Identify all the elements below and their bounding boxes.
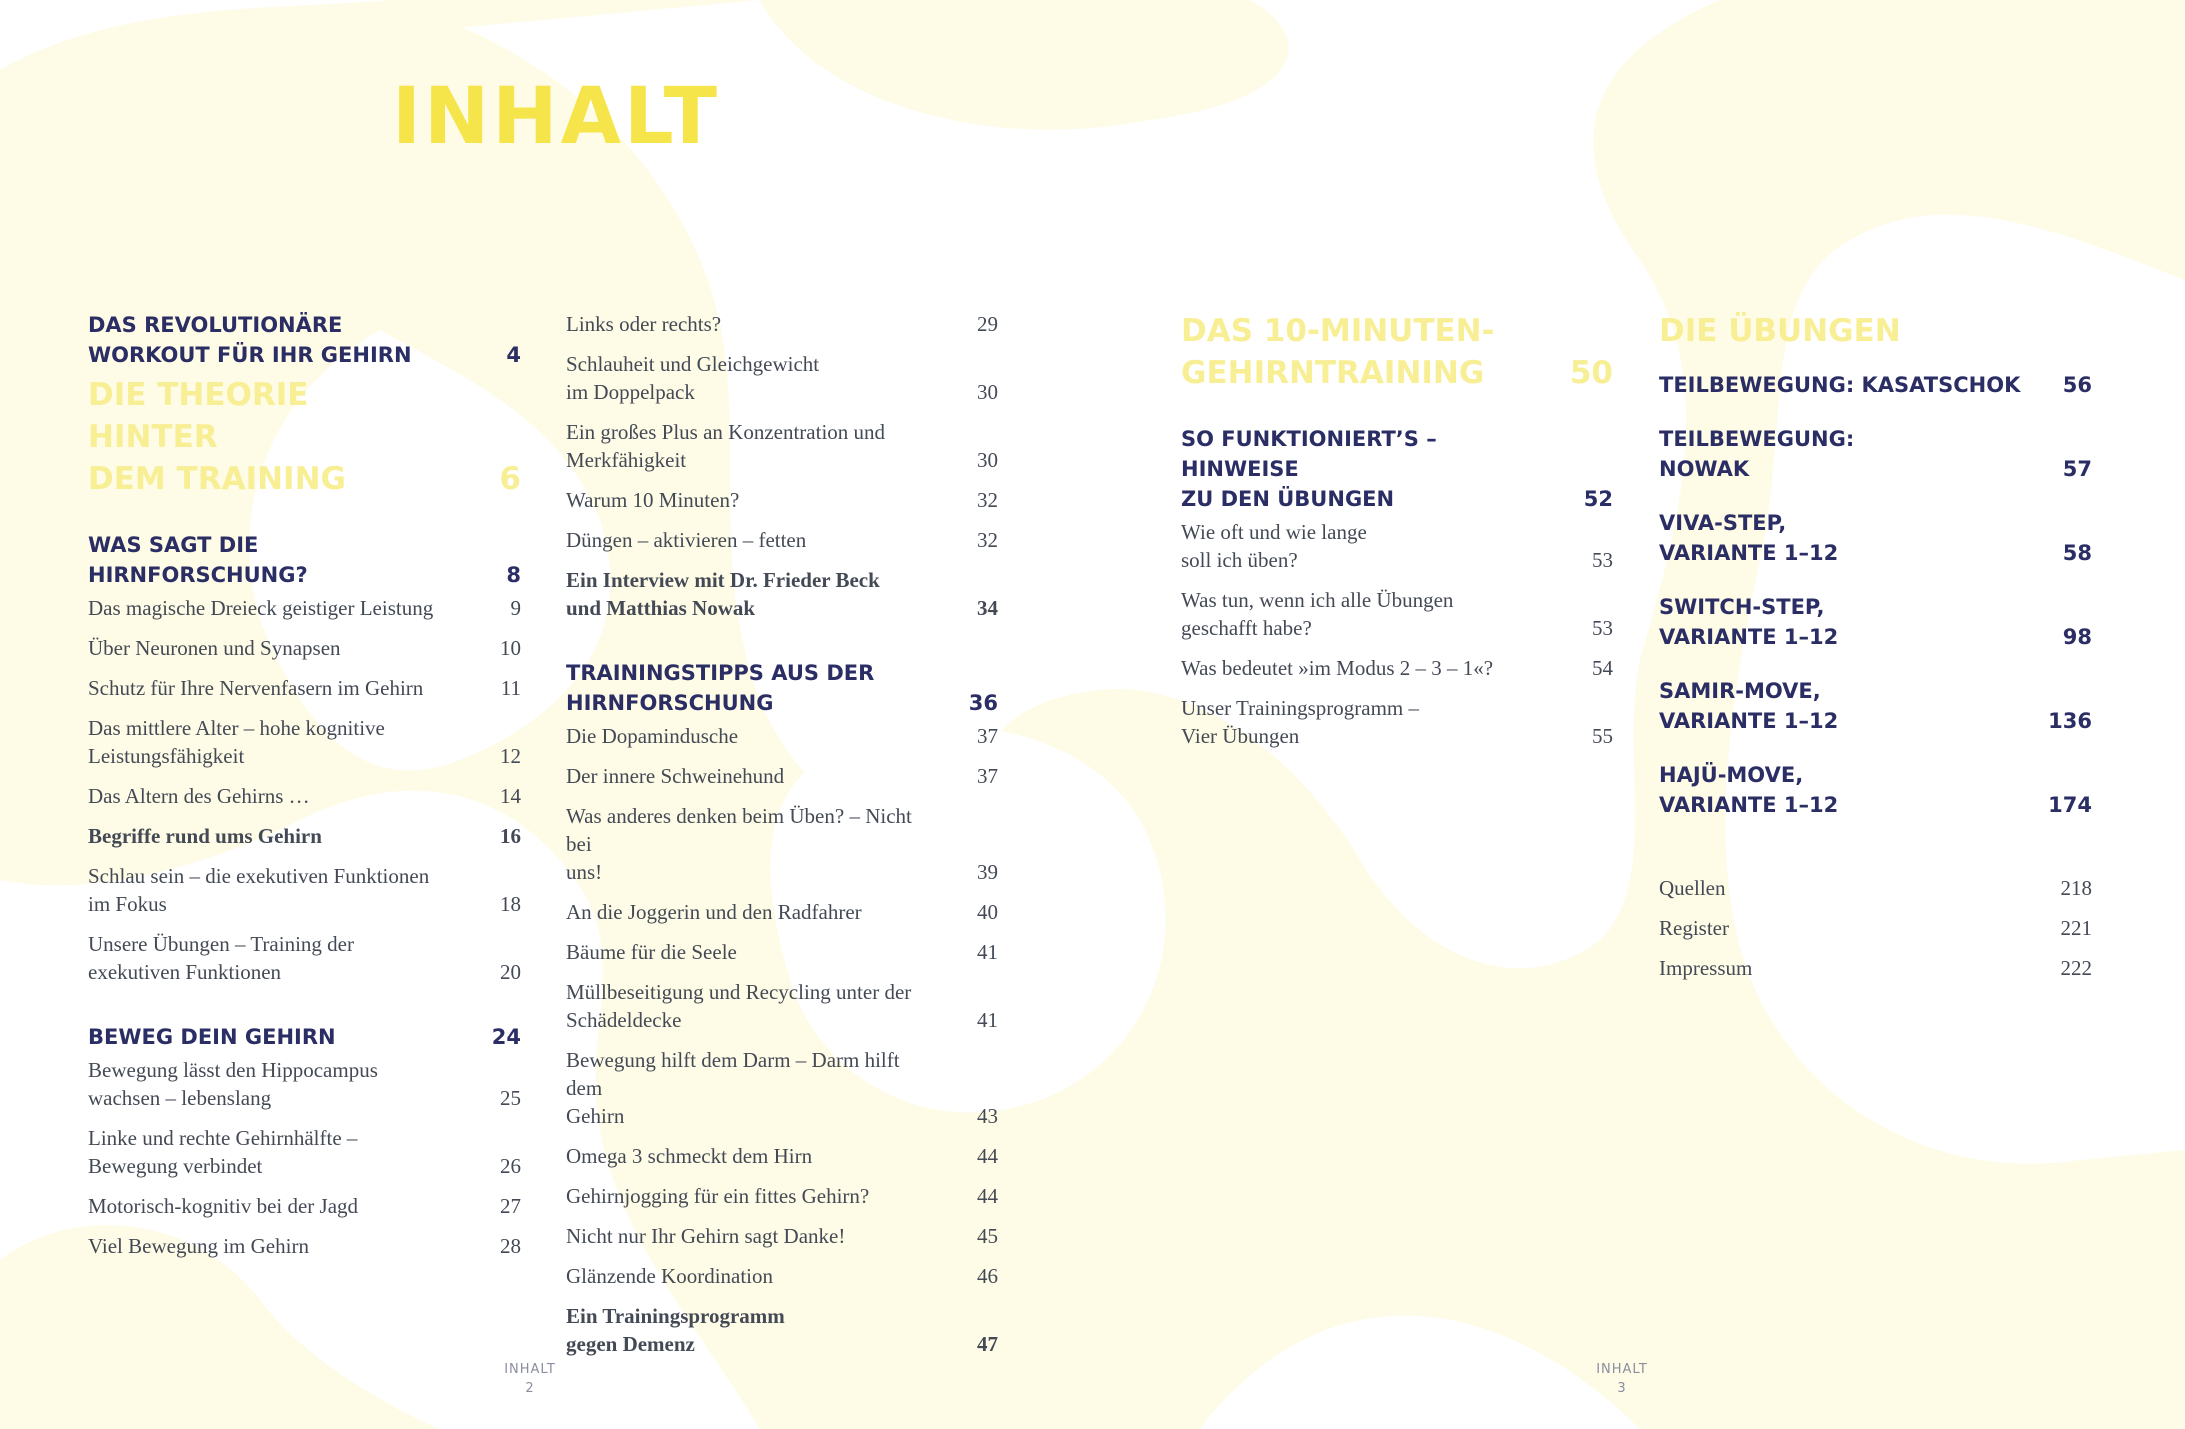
toc-section-heading[interactable] xyxy=(88,1022,521,1052)
toc-entry-title: SWITCH-STEP, VARIANTE 1–12 xyxy=(1659,595,1839,649)
toc-page-number: 6 xyxy=(499,461,521,497)
toc-entry-title: Impressum xyxy=(1659,956,1753,980)
toc-entry[interactable] xyxy=(1659,874,2092,902)
toc-entry-title: Motorisch-kognitiv bei der Jagd xyxy=(88,1194,359,1218)
footer-label: INHALT xyxy=(1596,1362,1648,1377)
toc-column-2 xyxy=(566,310,998,1370)
toc-entry-title: BEWEG DEIN GEHIRN xyxy=(88,1025,336,1049)
toc-page-number: 28 xyxy=(500,1234,521,1258)
toc-page-number: 32 xyxy=(977,528,998,552)
toc-page-number: 39 xyxy=(977,860,998,884)
toc-entry[interactable] xyxy=(88,1056,521,1112)
toc-entry[interactable] xyxy=(88,822,521,850)
toc-page-number: 36 xyxy=(968,691,998,715)
toc-entry-title: Schlau sein – die exekutiven Funktionen im Fokus xyxy=(88,864,430,916)
toc-entry-title: Ein großes Plus an Konzentration und Merkfähigkeit xyxy=(566,420,886,472)
toc-page-number: 54 xyxy=(1592,656,1613,680)
toc-entry[interactable] xyxy=(1181,518,1613,574)
toc-entry-title: Unsere Übungen – Training der exekutiven Funktionen xyxy=(88,932,354,984)
toc-entry[interactable] xyxy=(566,566,998,622)
toc-entry-title: Wie oft und wie lange soll ich üben? xyxy=(1181,520,1367,572)
toc-column-1 xyxy=(88,310,521,1272)
footer-right xyxy=(1592,1360,1652,1398)
toc-column-4 xyxy=(1659,310,2092,994)
toc-section-heading[interactable] xyxy=(1659,760,2092,820)
toc-entry[interactable] xyxy=(88,634,521,662)
footer-label: INHALT xyxy=(504,1362,556,1377)
toc-entry-title: DIE ÜBUNGEN xyxy=(1659,313,1901,349)
toc-entry-title: Viel Bewegung im Gehirn xyxy=(88,1234,309,1258)
toc-page-number: 26 xyxy=(500,1154,521,1178)
toc-page-number: 18 xyxy=(500,892,521,916)
toc-page-number: 43 xyxy=(977,1104,998,1128)
toc-entry[interactable] xyxy=(566,1182,998,1210)
toc-entry[interactable] xyxy=(566,350,998,406)
toc-page-number: 44 xyxy=(977,1144,998,1168)
toc-section-heading[interactable] xyxy=(566,658,998,718)
footer-page-number: 3 xyxy=(1617,1381,1627,1396)
toc-entry-title: Schutz für Ihre Nervenfasern im Gehirn xyxy=(88,676,424,700)
toc-entry-title: Omega 3 schmeckt dem Hirn xyxy=(566,1144,813,1168)
toc-entry-title: Linke und rechte Gehirnhälfte – Bewegung verbindet xyxy=(88,1126,358,1178)
toc-entry[interactable] xyxy=(566,1046,998,1130)
toc-entry[interactable] xyxy=(1181,654,1613,682)
toc-page-number: 222 xyxy=(2060,956,2092,980)
toc-entry-title: Was tun, wenn ich alle Übungen geschafft habe? xyxy=(1181,588,1454,640)
footer-page-number: 2 xyxy=(525,1381,535,1396)
toc-page-number: 32 xyxy=(977,488,998,512)
toc-page-number: 40 xyxy=(977,900,998,924)
toc-page-number: 57 xyxy=(2062,457,2092,481)
toc-entry-title: Quellen xyxy=(1659,876,1726,900)
toc-entry[interactable] xyxy=(1181,586,1613,642)
toc-entry-title: Ein Interview mit Dr. Frieder Beck und Matthias Nowak xyxy=(566,568,880,620)
toc-column-3 xyxy=(1181,310,1613,762)
toc-entry[interactable] xyxy=(88,1192,521,1220)
toc-section-heading[interactable] xyxy=(1659,592,2092,652)
toc-page-number: 56 xyxy=(2062,373,2092,397)
toc-page-number: 37 xyxy=(977,764,998,788)
toc-entry-title: Unser Trainingsprogramm – Vier Übungen xyxy=(1181,696,1419,748)
toc-section-heading[interactable] xyxy=(1181,424,1613,514)
toc-entry-title: Gehirnjogging für ein fittes Gehirn? xyxy=(566,1184,870,1208)
toc-entry-title: Das magische Dreieck geistiger Leistung xyxy=(88,596,434,620)
toc-page-number: 55 xyxy=(1592,724,1613,748)
toc-page-number: 44 xyxy=(977,1184,998,1208)
toc-entry[interactable] xyxy=(1181,694,1613,750)
toc-page-number: 34 xyxy=(977,596,998,620)
toc-entry[interactable] xyxy=(566,898,998,926)
toc-entry-title: Bewegung lässt den Hippocampus wachsen – lebenslang xyxy=(88,1058,378,1110)
toc-entry[interactable] xyxy=(566,486,998,514)
toc-entry-title: Bäume für die Seele xyxy=(566,940,737,964)
toc-page-number: 41 xyxy=(977,940,998,964)
toc-entry-title: An die Joggerin und den Radfahrer xyxy=(566,900,862,924)
toc-page-number: 52 xyxy=(1583,487,1613,511)
toc-entry-title: SO FUNKTIONIERT’S – HINWEISE ZU DEN ÜBUNGEN xyxy=(1181,427,1437,511)
toc-entry[interactable] xyxy=(566,1142,998,1170)
toc-page-number: 218 xyxy=(2060,876,2092,900)
toc-entry[interactable] xyxy=(88,1232,521,1260)
toc-entry-title: Düngen – aktivieren – fetten xyxy=(566,528,807,552)
toc-entry-title: Das mittlere Alter – hohe kognitive Leistungsfähigkeit xyxy=(88,716,385,768)
toc-entry[interactable] xyxy=(566,1222,998,1250)
toc-entry[interactable] xyxy=(88,930,521,986)
toc-entry-title: HAJÜ-MOVE, VARIANTE 1–12 xyxy=(1659,763,1839,817)
toc-page-number: 9 xyxy=(510,596,521,620)
toc-page-number: 58 xyxy=(2062,541,2092,565)
toc-entry[interactable] xyxy=(88,782,521,810)
toc-page-number: 46 xyxy=(977,1264,998,1288)
spacer xyxy=(1659,844,2092,874)
toc-entry-title: Warum 10 Minuten? xyxy=(566,488,740,512)
toc-entry[interactable] xyxy=(566,802,998,886)
toc-page-number: 136 xyxy=(2048,709,2092,733)
toc-page-number: 53 xyxy=(1592,548,1613,572)
toc-entry[interactable] xyxy=(566,938,998,966)
toc-section-heading[interactable] xyxy=(1659,310,2092,352)
toc-entry-title: Der innere Schweinehund xyxy=(566,764,785,788)
toc-page-number: 12 xyxy=(500,744,521,768)
toc-entry-title: Glänzende Koordination xyxy=(566,1264,774,1288)
page-title: INHALT xyxy=(392,72,720,162)
toc-page-number: 41 xyxy=(977,1008,998,1032)
toc-entry-title: DAS REVOLUTIONÄRE WORKOUT FÜR IHR GEHIRN xyxy=(88,313,412,367)
footer-left xyxy=(500,1360,560,1398)
toc-page-number: 8 xyxy=(506,563,521,587)
toc-page-number: 53 xyxy=(1592,616,1613,640)
toc-entry[interactable] xyxy=(566,978,998,1034)
toc-entry[interactable] xyxy=(566,526,998,554)
toc-page-number: 11 xyxy=(500,676,521,700)
toc-entry-title: Das Altern des Gehirns … xyxy=(88,784,310,808)
toc-entry-title: Müllbeseitigung und Recycling unter der Schädeldecke xyxy=(566,980,912,1032)
toc-entry-title: TEILBEWEGUNG: NOWAK xyxy=(1659,427,1855,481)
toc-entry[interactable] xyxy=(88,714,521,770)
toc-entry-title: Was anderes denken beim Üben? – Nicht bei uns! xyxy=(566,804,912,884)
toc-page-number: 14 xyxy=(500,784,521,808)
toc-entry-title: Nicht nur Ihr Gehirn sagt Danke! xyxy=(566,1224,846,1248)
toc-entry-title: Begriffe rund ums Gehirn xyxy=(88,824,322,848)
toc-entry-title: WAS SAGT DIE HIRNFORSCHUNG? xyxy=(88,533,308,587)
toc-part-heading[interactable] xyxy=(1181,310,1613,394)
toc-entry[interactable] xyxy=(566,418,998,474)
toc-section-heading[interactable] xyxy=(1659,508,2092,568)
toc-page-number: 30 xyxy=(977,380,998,404)
toc-entry[interactable] xyxy=(88,1124,521,1180)
toc-page-number: 50 xyxy=(1569,355,1613,391)
toc-entry[interactable] xyxy=(1659,954,2092,982)
toc-page-number: 174 xyxy=(2048,793,2092,817)
toc-entry-title: Was bedeutet »im Modus 2 – 3 – 1«? xyxy=(1181,656,1494,680)
toc-entry-title: Schlauheit und Gleichgewicht im Doppelpack xyxy=(566,352,820,404)
toc-entry-title: Ein Trainingsprogramm gegen Demenz xyxy=(566,1304,785,1356)
toc-page-number: 29 xyxy=(977,312,998,336)
toc-entry[interactable] xyxy=(566,1262,998,1290)
toc-section-heading[interactable] xyxy=(88,310,521,370)
toc-page-number: 27 xyxy=(500,1194,521,1218)
toc-part-heading[interactable] xyxy=(88,374,521,500)
toc-page-number: 98 xyxy=(2062,625,2092,649)
toc-section-heading[interactable] xyxy=(1659,424,2092,484)
toc-entry[interactable] xyxy=(566,310,998,338)
toc-entry[interactable] xyxy=(1659,914,2092,942)
toc-page-number: 16 xyxy=(500,824,521,848)
toc-entry-title: DIE THEORIE HINTER DEM TRAINING xyxy=(88,377,346,497)
toc-page-number: 37 xyxy=(977,724,998,748)
toc-entry[interactable] xyxy=(566,1302,998,1358)
toc-page-number: 30 xyxy=(977,448,998,472)
toc-page-number: 10 xyxy=(500,636,521,660)
toc-entry[interactable] xyxy=(566,722,998,750)
toc-entry-title: DAS 10-MINUTEN- GEHIRNTRAINING xyxy=(1181,313,1495,391)
toc-page-number: 47 xyxy=(977,1332,998,1356)
toc-page-number: 221 xyxy=(2060,916,2092,940)
toc-section-heading[interactable] xyxy=(88,530,521,590)
toc-section-heading[interactable] xyxy=(1659,370,2092,400)
toc-entry-title: Register xyxy=(1659,916,1729,940)
toc-page-number: 20 xyxy=(500,960,521,984)
toc-entry-title: VIVA-STEP, VARIANTE 1–12 xyxy=(1659,511,1839,565)
toc-entry-title: TEILBEWEGUNG: KASATSCHOK xyxy=(1659,373,2021,397)
toc-entry-title: TRAININGSTIPPS AUS DER HIRNFORSCHUNG xyxy=(566,661,875,715)
toc-entry[interactable] xyxy=(88,594,521,622)
toc-page-number: 45 xyxy=(977,1224,998,1248)
toc-entry-title: Die Dopamindusche xyxy=(566,724,739,748)
toc-entry[interactable] xyxy=(566,762,998,790)
toc-page-number: 4 xyxy=(506,343,521,367)
toc-page-number: 24 xyxy=(491,1025,521,1049)
toc-section-heading[interactable] xyxy=(1659,676,2092,736)
toc-entry-title: Links oder rechts? xyxy=(566,312,722,336)
toc-entry-title: Bewegung hilft dem Darm – Darm hilft dem Gehirn xyxy=(566,1048,900,1128)
toc-page-number: 25 xyxy=(500,1086,521,1110)
toc-entry[interactable] xyxy=(88,674,521,702)
toc-entry[interactable] xyxy=(88,862,521,918)
toc-entry-title: Über Neuronen und Synapsen xyxy=(88,636,341,660)
toc-entry-title: SAMIR-MOVE, VARIANTE 1–12 xyxy=(1659,679,1839,733)
